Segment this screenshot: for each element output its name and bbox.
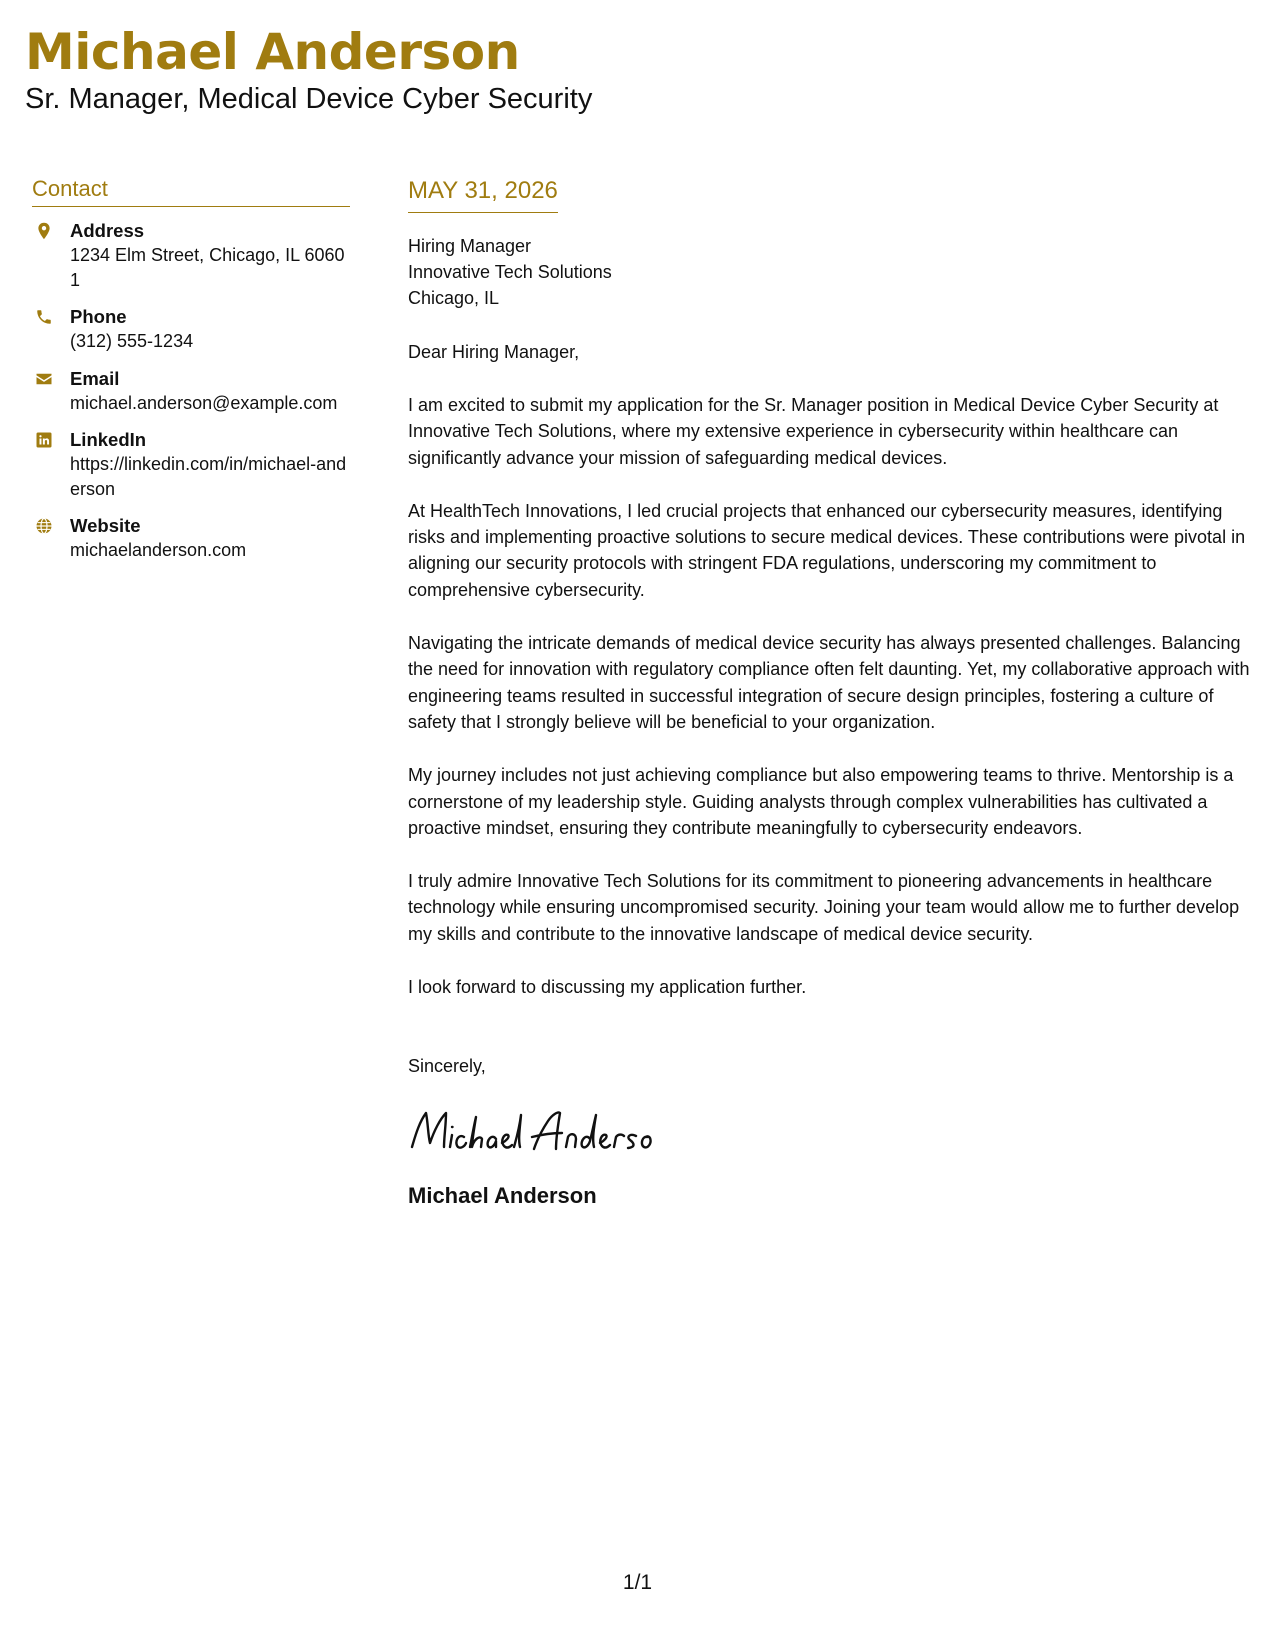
handwritten-signature (408, 1103, 668, 1159)
globe-icon (35, 517, 53, 535)
contact-item-phone (32, 305, 350, 354)
letter-paragraph: Navigating the intricate demands of medical device security has always presented challenges. Balancing the need for innovation with regulatory compliance often felt daunting. Yet, my collaborative approach with engineering teams resulted in successful integration of secure design principles, fostering a culture of safety that I strongly believe will be beneficial to your organization. (408, 633, 1250, 732)
recipient-line: Hiring Manager (408, 236, 532, 256)
signer-name: Michael Anderson (408, 1183, 597, 1209)
applicant-name: Michael Anderson (25, 23, 520, 81)
contact-label: Phone (70, 306, 127, 327)
phone-icon (35, 308, 53, 326)
page-number: 1/1 (622, 1571, 653, 1594)
contact-label: Address (70, 220, 145, 241)
closing: Sincerely, (408, 1056, 486, 1077)
contact-item-email (32, 367, 350, 416)
envelope-icon (35, 370, 53, 388)
contact-item-address (32, 219, 350, 292)
phone-value: (312) 555-1234 (70, 331, 194, 351)
contact-label: Website (70, 515, 141, 536)
letter-header (25, 22, 592, 116)
website-value[interactable]: michaelanderson.com (70, 540, 247, 560)
recipient-line: Chicago, IL (408, 288, 500, 308)
recipient-line: Innovative Tech Solutions (408, 262, 612, 282)
letter-paragraph: I look forward to discussing my application further. (408, 977, 807, 998)
address-value: 1234 Elm Street, Chicago, IL 60601 (70, 245, 345, 290)
contact-item-website (32, 514, 350, 563)
contact-list (32, 219, 350, 563)
contact-item-linkedin (32, 428, 350, 501)
contact-heading: Contact (32, 176, 350, 207)
applicant-title: Sr. Manager, Medical Device Cyber Security (25, 83, 593, 115)
contact-label: Email (70, 367, 120, 389)
email-value[interactable]: michael.anderson@example.com (70, 392, 338, 413)
contact-label: LinkedIn (70, 429, 147, 450)
letter-paragraph: I truly admire Innovative Tech Solutions for its commitment to pioneering advancements in healthcare technology while ensuring uncompromised security. Joining your team would allow me to further develop my skills and contribute to the innovative landscape of medical device security. (408, 871, 1240, 944)
letter-paragraph: At HealthTech Innovations, I led crucial projects that enhanced our cybersecurity measures, identifying risks and implementing proactive solutions to secure medical devices. These contributions were pivotal in aligning our security protocols with stringent FDA regulations, underscoring my commitment to comprehensive cybersecurity. (408, 500, 1246, 600)
letter-paragraph: My journey includes not just achieving compliance but also empowering teams to thrive. Mentorship is a cornerstone of my leadership style. Guiding analysts through complex vulnerabilities has cultivated a proactive mindset, ensuring they contribute meaningfully to cybersecurity endeavors. (408, 765, 1234, 838)
letter-date: MAY 31, 2026 (408, 176, 558, 213)
contact-sidebar (32, 176, 350, 576)
recipient-block (408, 233, 1253, 311)
letter-body (408, 176, 1253, 1210)
map-pin-icon (35, 222, 53, 240)
salutation: Dear Hiring Manager, (408, 342, 580, 362)
linkedin-value[interactable]: https://linkedin.com/in/michael-anderson (70, 454, 347, 499)
linkedin-icon (35, 431, 53, 449)
letter-paragraph: I am excited to submit my application for the Sr. Manager position in Medical Device Cyber Security at Innovative Tech Solutions, where my extensive experience in cybersecurity within healthcare can significantly advance your mission of safeguarding medical devices. (408, 395, 1219, 468)
